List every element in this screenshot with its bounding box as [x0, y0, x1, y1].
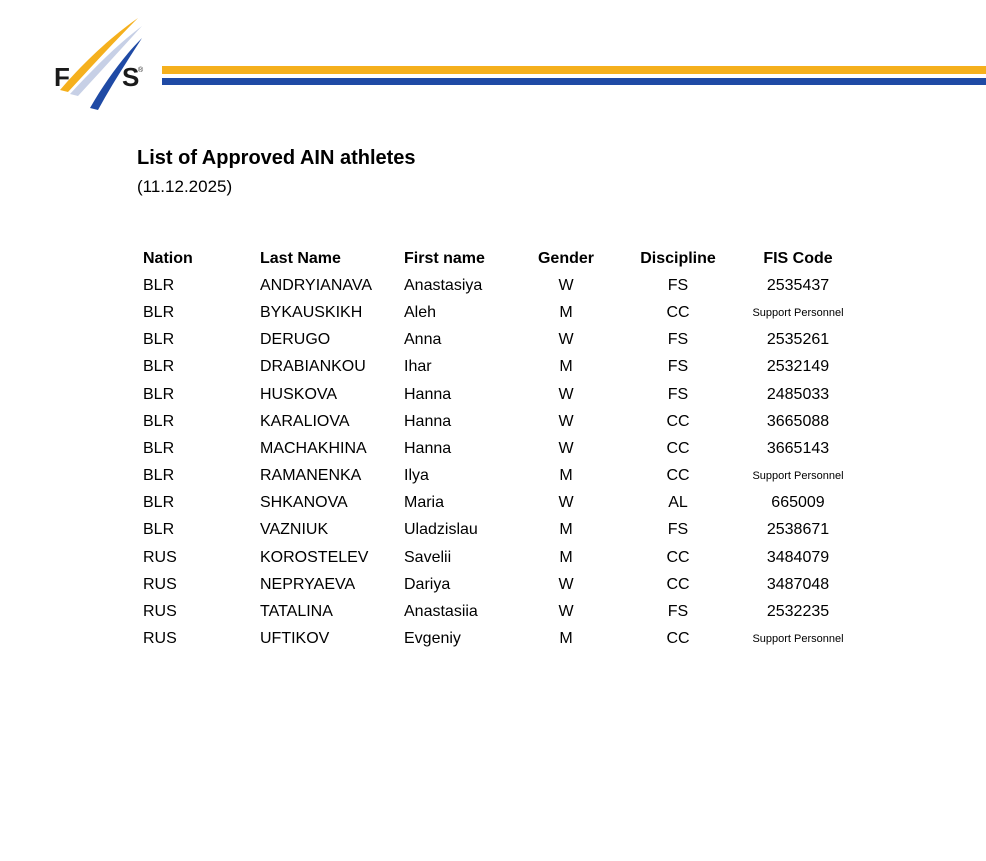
cell-last-name: MACHAKHINA: [260, 439, 367, 457]
table-row: [137, 598, 852, 625]
cell-last-name: HUSKOVA: [260, 385, 338, 403]
cell-fis-code: 2532235: [766, 603, 830, 621]
cell-gender: W: [558, 575, 574, 593]
cell-nation: RUS: [143, 575, 177, 593]
cell-fis-code: 3665088: [766, 412, 830, 430]
column-header-nation: Nation: [143, 249, 193, 267]
cell-discipline: CC: [666, 412, 690, 430]
cell-fis-code: 2535437: [766, 276, 830, 294]
cell-first-name: Anna: [404, 331, 442, 349]
cell-nation: BLR: [143, 303, 175, 321]
cell-last-name: KARALIOVA: [260, 412, 350, 430]
fis-logo-graphic: [54, 16, 154, 110]
table-row: [137, 272, 852, 299]
cell-gender: W: [558, 276, 574, 294]
cell-discipline: CC: [666, 548, 690, 566]
cell-first-name: Anastasiia: [404, 603, 478, 621]
cell-fis-code: 2485033: [766, 385, 830, 403]
table-row: [137, 626, 852, 653]
cell-discipline: FS: [667, 276, 689, 294]
svg-text:S: S: [122, 62, 140, 92]
cell-fis-code: 2538671: [766, 521, 830, 539]
cell-nation: BLR: [143, 276, 175, 294]
cell-discipline: CC: [666, 575, 690, 593]
cell-gender: W: [558, 412, 574, 430]
cell-discipline: FS: [667, 521, 689, 539]
cell-gender: M: [559, 467, 573, 485]
cell-discipline: CC: [666, 630, 690, 648]
athletes-table: [137, 245, 852, 653]
cell-last-name: BYKAUSKIKH: [260, 303, 363, 321]
cell-first-name: Ihar: [404, 358, 432, 376]
column-header-fis-code: FIS Code: [763, 249, 833, 267]
table-row: [137, 571, 852, 598]
cell-gender: W: [558, 494, 574, 512]
table-row: [137, 354, 852, 381]
table-row: [137, 490, 852, 517]
cell-fis-code: Support Personnel: [752, 306, 844, 319]
cell-nation: BLR: [143, 467, 175, 485]
cell-first-name: Hanna: [404, 439, 452, 457]
fis-logo: [54, 16, 154, 110]
cell-discipline: CC: [666, 467, 690, 485]
cell-last-name: SHKANOVA: [260, 494, 348, 512]
cell-first-name: Aleh: [404, 303, 437, 321]
cell-nation: RUS: [143, 548, 177, 566]
cell-nation: RUS: [143, 603, 177, 621]
cell-nation: BLR: [143, 439, 175, 457]
cell-fis-code: 2532149: [766, 358, 830, 376]
cell-nation: BLR: [143, 412, 175, 430]
cell-last-name: UFTIKOV: [260, 630, 330, 648]
column-header-first-name: First name: [404, 249, 485, 267]
cell-discipline: FS: [667, 358, 689, 376]
table-header-row: [137, 245, 852, 272]
cell-last-name: NEPRYAEVA: [260, 575, 356, 593]
cell-fis-code: 3487048: [766, 575, 830, 593]
cell-fis-code: 3665143: [766, 439, 830, 457]
column-header-gender: Gender: [537, 249, 594, 267]
cell-gender: M: [559, 303, 573, 321]
cell-gender: M: [559, 548, 573, 566]
table-row: [137, 463, 852, 490]
cell-discipline: FS: [667, 331, 689, 349]
cell-discipline: CC: [666, 303, 690, 321]
cell-nation: RUS: [143, 630, 177, 648]
cell-nation: BLR: [143, 385, 175, 403]
cell-nation: BLR: [143, 331, 175, 349]
cell-last-name: TATALINA: [260, 603, 333, 621]
cell-gender: W: [558, 331, 574, 349]
cell-last-name: VAZNIUK: [260, 521, 329, 539]
cell-last-name: ANDRYIANAVA: [260, 276, 373, 294]
cell-last-name: DRABIANKOU: [260, 358, 366, 376]
header-stripe-blue: [162, 78, 986, 85]
cell-nation: BLR: [143, 358, 175, 376]
document-title: List of Approved AIN athletes: [137, 147, 416, 169]
cell-fis-code: Support Personnel: [752, 470, 844, 483]
cell-first-name: Dariya: [404, 575, 451, 593]
cell-gender: W: [558, 603, 574, 621]
column-header-last-name: Last Name: [260, 249, 341, 267]
cell-discipline: AL: [668, 494, 688, 512]
cell-first-name: Savelii: [404, 548, 452, 566]
cell-fis-code: 665009: [771, 494, 825, 512]
cell-last-name: RAMANENKA: [260, 467, 362, 485]
cell-gender: M: [559, 521, 573, 539]
document-date: (11.12.2025): [137, 177, 233, 196]
cell-last-name: DERUGO: [260, 331, 331, 349]
svg-text:F: F: [54, 62, 70, 92]
table-row: [137, 435, 852, 462]
table-row: [137, 408, 852, 435]
cell-first-name: Ilya: [404, 467, 429, 485]
header-stripe-yellow: [162, 66, 986, 74]
cell-discipline: FS: [667, 385, 689, 403]
cell-first-name: Maria: [404, 494, 445, 512]
table-row: [137, 299, 852, 326]
table-body: [137, 272, 852, 653]
cell-discipline: FS: [667, 603, 689, 621]
cell-discipline: CC: [666, 439, 690, 457]
cell-first-name: Hanna: [404, 385, 452, 403]
cell-first-name: Anastasiya: [404, 276, 483, 294]
table-row: [137, 517, 852, 544]
cell-gender: M: [559, 630, 573, 648]
cell-first-name: Uladzislau: [404, 521, 478, 539]
table-row: [137, 544, 852, 571]
cell-gender: M: [559, 358, 573, 376]
cell-last-name: KOROSTELEV: [260, 548, 369, 566]
cell-nation: BLR: [143, 494, 175, 512]
cell-first-name: Hanna: [404, 412, 452, 430]
svg-text:®: ®: [138, 67, 144, 74]
table-row: [137, 381, 852, 408]
cell-nation: BLR: [143, 521, 175, 539]
cell-gender: W: [558, 439, 574, 457]
cell-gender: W: [558, 385, 574, 403]
cell-fis-code: 2535261: [766, 331, 830, 349]
cell-fis-code: Support Personnel: [752, 633, 844, 646]
table-row: [137, 327, 852, 354]
cell-fis-code: 3484079: [766, 548, 830, 566]
cell-first-name: Evgeniy: [404, 630, 461, 648]
column-header-discipline: Discipline: [640, 249, 716, 267]
